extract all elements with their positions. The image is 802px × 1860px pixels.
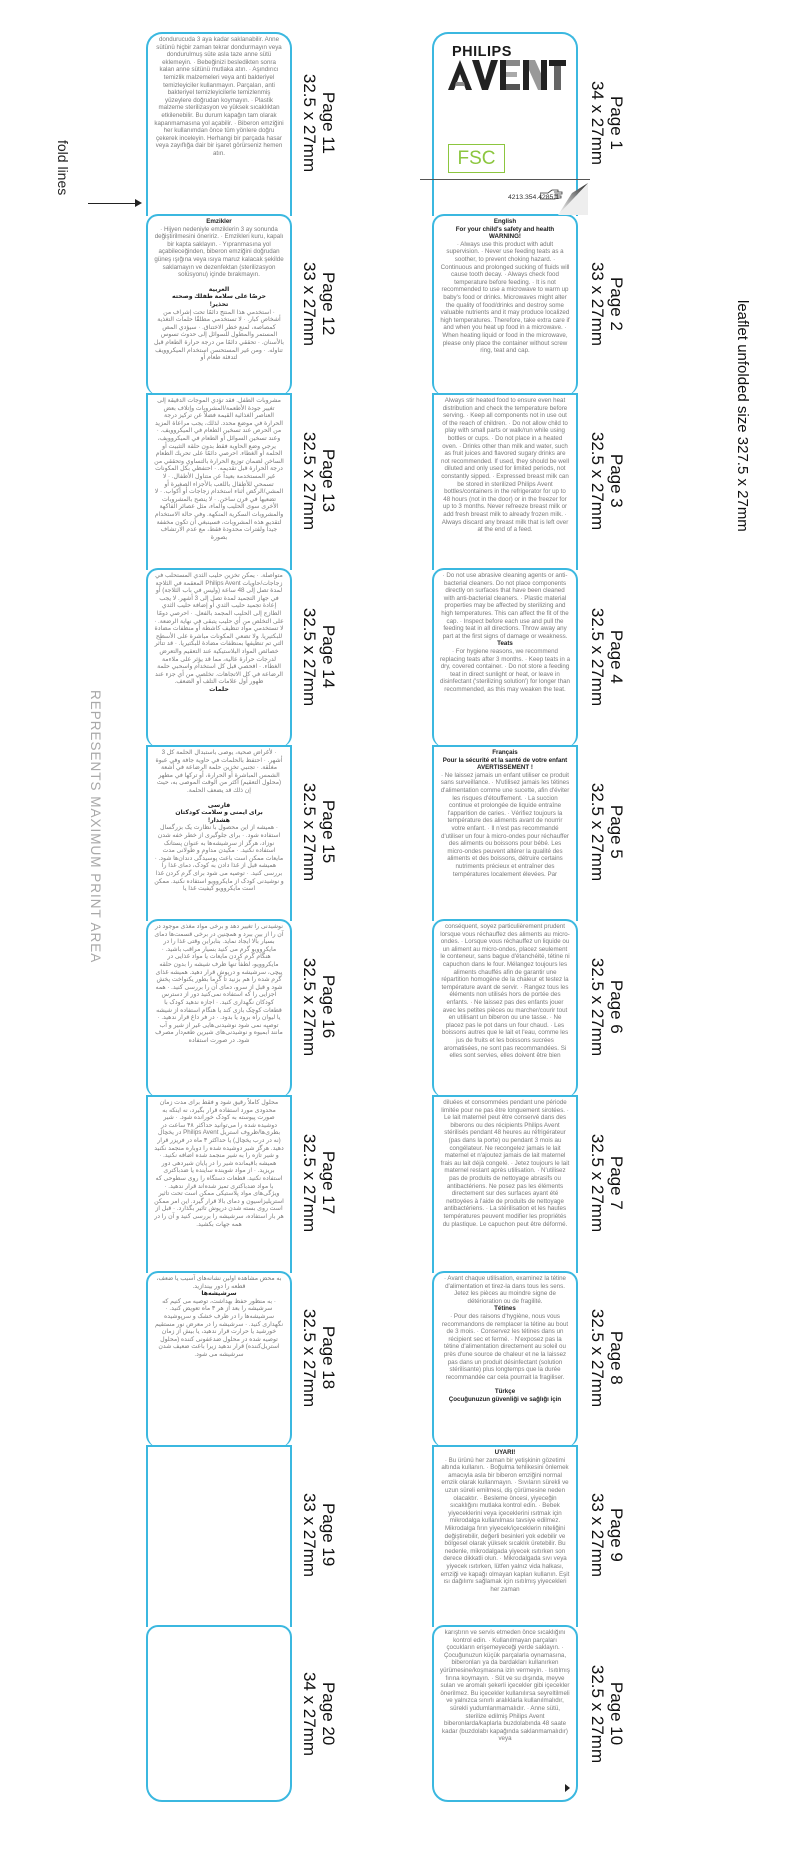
page-dimensions: 32.5 x 27mm [588, 782, 607, 882]
print-area-note: REPRESENTS MAXIMUM PRINT AREA [88, 690, 103, 964]
section-heading: Türkçe [494, 1388, 516, 1396]
page-peel-hand-icon [540, 181, 588, 220]
page-size-label [588, 1664, 626, 1762]
page-dimensions: 32.5 x 27mm [300, 431, 319, 530]
page-dimensions: 32.5 x 27mm [588, 957, 607, 1057]
leaflet-page-13 [146, 393, 292, 570]
page-text [434, 395, 576, 536]
warning-paragraph: · Always use this product with adult supervision. · Never use feeding teats as a soother, to prevent choking hazard. · Continuous and prolonged sucking of fluids will cause tooth decay. · Always check food temperature before feeding. · It is not recommended to use a microwave to warm up baby's food or drinks. Microwaves might alter the quality of food/drinks and destroy some valuable nutrients and it may produce localized high temperatures. Therefore, take extra care if and when you heat up food in a microwave. · When heating liquid or food in the microwave, please only place the container without screw ring, teat and cap. [440, 240, 570, 355]
section-heading: العربية [208, 285, 230, 293]
leaflet-page-20 [146, 1625, 292, 1802]
warning-paragraph: · Avant chaque utilisation, examinez la tétine d'alimentation et tirez-la dans tous les sens. Jetez les pièces au moindre signe de détérioration ou de fragilité. [444, 1275, 566, 1305]
page-dimensions: 32.5 x 27mm [588, 607, 607, 706]
section-heading: For your child's safety and health [455, 225, 555, 233]
cover-fold-line [420, 179, 590, 180]
leaflet-size-note: leaflet unfolded size 327.5 x 27mm [734, 300, 751, 532]
section-heading: سرشیشه‌ها [201, 1290, 237, 1298]
section-heading: حلمات [209, 685, 229, 693]
page-dimensions: 32.5 x 27mm [300, 73, 319, 173]
page-number: Page 7 [607, 1156, 626, 1210]
warning-paragraph: diluées et consommées pendant une période limitée pour ne pas être longuement sirotées. · Le lait maternel peut être conservé dans des biberons ou des récipients Philips Avent stérilisés pendant 48 heures au réfrigérateur (pas dans la porte) ou pendant 3 mois au congélateur. Ne recongelez jamais le lait maternel et n'ajoutez jamais de lait maternel frais au lait déjà congelé. · Jetez toujours le lait maternel restant après utilisation. · N'utilisez pas de produits de nettoyage abrasifs ou antibactériens. Ne posez pas les éléments directement sur des surfaces ayant été nettoyées à l'aide de produits de nettoyage antibactériens. · La stérilisation et les hautes températures peuvent modifier les propriétés du plastique. Le capuchon peut être déformé. [440, 1099, 570, 1228]
page-number: Page 18 [319, 1326, 338, 1390]
fold-arrow-icon [88, 203, 140, 204]
page-dimensions: 32.5 x 27mm [300, 1133, 319, 1233]
page-size-label [300, 958, 338, 1056]
product-code: 4213.354.4285.1 [507, 194, 559, 201]
warning-paragraph: conséquent, soyez particulièrement prudent lorsque vous réchauffez des aliments au micro-ondes. · Lorsque vous réchauffez un liquide ou un aliment au micro-ondes, placez seulement le conteneur, sans bague d'étanchéité, tétine ni capuchon dans le four. Mélangez toujours les aliments chauffés afin de garantir une répartition homogène de la chaleur et testez la température avant de servir. · Rangez tous les éléments non utilisés hors de portée des enfants. · Ne laissez pas des enfants jouer avec les petites pièces ou marcher/courir tout en utilisant un biberon ou une tasse. · Ne placez pas le pot dans un four chaud. · Les boissons autres que le lait et l'eau, comme les jus de fruits et les boissons sucrées aromatisées, ne sont pas recommandées. Si elles sont servies, elles doivent être bien [440, 923, 570, 1060]
warning-paragraph: مشروبات الطفل. فقد تؤدي الموجات الدقيقة إلى تغيير جودة الأطعمة/المشروبات وإتلاف بعض العناصر الغذائية القيمة فضلاً عن تركيز درجة الحرارة في موضع محدد. لذلك، يجب مراعاة المزيد من الحرص عند تسخين الطعام في الميكروويف. · وعند تسخين السوائل أو الطعام في الميكروويف، يرجى وضع الحاوية فقط بدون حلقة التثبيت أو الحلمة أو الغطاء. احرصي دائمًا على تحريك الطعام الساخن لضمان توزيع الحرارة بالتساوي وتحققي من درجة الحرارة قبل تقديمه. · احتفظي بكل المكونات غير المستخدمة بعيداً عن متناول الأطفال. · لا تسمحي للأطفال باللعب بالأجزاء الصغيرة أو المشي/الركض أثناء استخدام زجاجات أو أكواب. · لا تضعيها في فرن ساخن. · لا ينصح بالمشروبات الأخرى سوى الحليب والماء، مثل عصائر الفاكهة والمشروبات السكرية المنكهة. وفي حالة الاستخدام لتقديم هذه المشروبات، فسينبغي أن تكون مخففة جيداً ولفترات محدودة فقط، مع عدم الارتشاف بصورة [154, 397, 284, 541]
page-text [148, 1273, 290, 1361]
page-dimensions: 32.5 x 27mm [300, 1308, 319, 1408]
warning-paragraph: dondurucuda 3 aya kadar saklanabilir. Anne sütünü hiçbir zaman tekrar dondurmayın veya dondurulmuş süte asla taze anne sütü eklemeyin. · Bebeğinizi besledikten sonra kalan anne sütünü mutlaka atın. · Aşındırıcı temizlik malzemeleri veya anti bakteriyel temizleyiciler kullanmayın. Parçaları, anti bakteriyel temizleyicilerle temizlenmiş yüzeylere doğrudan koymayın. · Plastik malzeme sterilizasyon ve yüksek sıcaklıktan etkilenebilir. Bu durum kapağın tam olarak kapanmamasına yol açabilir. · Biberon emziğini her kullanımdan önce tüm yönlere doğru çekerek inceleyin. Herhangi bir parçada hasar veya zayıflığa dair bir işaret görürseniz hemen atın. [154, 36, 284, 157]
page-text [148, 747, 290, 895]
page-text [148, 1447, 290, 1451]
page-size-label [588, 607, 626, 705]
page-size-label [300, 1134, 338, 1232]
section-heading: Pour la sécurité et la santé de votre enfant [442, 756, 568, 764]
page-dimensions: 33 x 27mm [588, 1492, 607, 1578]
page-size-label [588, 783, 626, 881]
warning-paragraph: · به منظور حفظ بهداشت، توصیه می کنیم که سرشیشه را بعد از هر ۳ ماه تعویض کنید. · سرشیشه‌ها را در ظرف خشک و سرپوشیده نگهداری کنید. · سرشیشه را در معرض نور مستقیم خورشید یا حرارت قرار ندهید، یا بیش از زمان توصیه شده در محلول ضدعفونی کننده (محلول استریل‌کننده) قرار ندهید زیرا باعث ضعیف شدن سرشیشه می شود. [154, 1297, 284, 1358]
page-size-label [588, 1309, 626, 1407]
leaflet-page-6 [432, 919, 578, 1097]
leaflet-page-2 [432, 214, 578, 395]
page-text [434, 1627, 576, 1745]
page-text [434, 1097, 576, 1230]
page-size-label [588, 1493, 626, 1577]
page-dimensions: 32.5 x 27mm [588, 1133, 607, 1233]
page-dimensions: 32.5 x 27mm [300, 782, 319, 882]
section-heading: Emzikler [206, 218, 232, 225]
page-number: Page 16 [319, 975, 338, 1039]
leaflet-page-9 [432, 1445, 578, 1627]
warning-paragraph: · استخدمي هذا المنتج دائمًا تحت إشراف من أشخاص كبار. · لا تستخدمي مطلقًا حلمات التغذية كمصاصة، لمنع خطر الاختناق. · سيؤدي المص المستمر والمطول للسوائل إلى حدوث تسوس بالأسنان. · تحققي دائمًا من درجة حرارة الطعام قبل تناوله. · ومن غير المستحسن استخدام الميكروويف لتدفئة طعام أو [154, 308, 284, 362]
page-dimensions: 32.5 x 27mm [588, 1308, 607, 1408]
page-text [434, 570, 576, 696]
page-number: Page 2 [607, 276, 626, 331]
leaflet-page-8 [432, 1271, 578, 1447]
page-number: Page 12 [319, 271, 338, 336]
page-text [148, 1097, 290, 1230]
warning-paragraph: · همیشه از این محصول با نظارت یک بزرگسال استفاده شود. · برای جلوگیری از خطر خفه شدن نوزاد، هرگز از سرشیشه‌ها به عنوان پستانک استفاده نکنید. · مکیدن مداوم و طولانی مدت مایعات ممکن است باعث پوسیدگی دندان‌ها شود. · همیشه قبل از غذا دادن به کودک، دمای غذا را بررسی کنید. · توصیه می شود برای گرم کردن غذا و نوشیدنی کودک از مایکروویو استفاده نکنید. ممکن است مایکروویو کیفیت غذا یا [154, 824, 284, 893]
warning-paragraph: · Bu ürünü her zaman bir yetişkinin gözetimi altında kullanın. · Boğulma tehlikesini önlemek amacıyla asla bir biberon emziğini normal emzik olarak kullanmayın. · Sıvıların sürekli ve uzun süreli emilmesi, diş çürümesine neden olacaktır. · Besleme öncesi, yiyeceğin sıcaklığını mutlaka kontrol edin. · Bebek yiyeceklerini veya içeceklerini ısıtmak için mikrodalga kullanılması tavsiye edilmez. Mikrodalga fırın yiyecek/içeceklerin niteliğini değiştirebilir, değerli besinleri yok edebilir ve bölgesel olarak yüksek sıcaklık üretebilir. Bu nedenle, mikrodalgada yiyecek ısıtırken son derece dikkatli olun. · Mikrodalgada sıvı veya yiyecek ısıtırken, lütfen yalnız vida halkası, emziği ve kapağı olmayan kapları kullanın. Eşit ısı dağılımı sağlamak için ısıtılmış yiyecekleri her zaman [440, 1456, 570, 1593]
page-number: Page 4 [607, 629, 626, 684]
page-number: Page 6 [607, 980, 626, 1034]
warning-paragraph: karıştırın ve servis etmeden önce sıcaklığını kontrol edin. · Kullanılmayan parçaları çocukların erişemeyeceği yerde saklayın. · Çocuğunuzun küçük parçalarla oynamasına, biberonları ya da bardakları kullanırken yürümesine/koşmasına izin vermeyin. · Isıtılmış fırına koymayın. · Süt ve su dışında, meyve suları ve aromalı şekerli içecekler gibi içecekler önerilmez. Bu içecekler kullanılırsa seyreltilmeli ve yalnızca sınırlı aralıklarla kullanılmalıdır, sürekli yudumlanmamalıdır. · Anne sütü, sterilize edilmiş Philips Avent biberonlarda/kaplarla buzdolabında 48 saate kadar (buzdolabı kapağında saklanmamalıdır) veya [440, 1629, 570, 1743]
section-heading: برای ایمنی و سلامت کودکتان [175, 809, 263, 817]
section-heading: Çocuğunuzun güvenliği ve sağlığı için [448, 1395, 562, 1403]
page-size-label [588, 958, 626, 1056]
page-number: Page 20 [319, 1681, 338, 1746]
page-text [148, 395, 290, 543]
section-heading: فارسی [207, 801, 231, 809]
page-dimensions: 33 x 27mm [300, 261, 319, 346]
avent-logo [448, 58, 566, 97]
page-number: Page 17 [319, 1151, 338, 1215]
page-size-label [300, 1309, 338, 1407]
page-size-label [588, 431, 626, 529]
page-number: Page 1 [607, 96, 626, 150]
section-heading: هشدار! [208, 816, 230, 824]
leaflet-page-10 [432, 1625, 578, 1802]
page-number: Page 11 [319, 91, 338, 155]
page-text [434, 216, 576, 357]
page-dimensions: 34 x 27mm [588, 80, 607, 166]
warning-paragraph: · For hygiene reasons, we recommend replacing teats after 3 months. · Keep teats in a dry, covered container. · Do not store a feeding teat in direct sunlight or heat, or leave in disinfectant ('sterilizing solution') for longer than recommended, as this may weaken the teat. [440, 647, 571, 693]
page-number: Page 15 [319, 800, 338, 864]
warning-paragraph: متواصلة. · يمكن تخزين حليب الثدي المستحلب في زجاجات/حاويات Philips Avent المعقمة في الثلاجة لمدة تصل إلى 48 ساعة (وليس في باب الثلاجة) أو في جهاز التجميد لمدة تصل إلى 3 أشهر. لا يجب إعادة تجميد حليب الثدي أو إضافة حليب الثدي الطازج إلى الحليب المجمد بالفعل. · احرصي دومًا على التخلص من أي حليب يتبقى في نهاية الرضعة. · لا تستخدمي مواد تنظيف كاشطة أو منظفات مضادة للبكتيريا. ولا تضعي المكونات مباشرة على الأسطح التي تم تنظيفها بمنظفات مضادة للبكتيريا. · قد تتأثر خصائص المواد البلاستيكية عند التعقيم والتعرض لدرجات حرارة عالية، مما قد يؤثر على ملاءمة الغطاء. · افحصي قبل كل استخدام واسحبي حلمة الرضاعة في كل الاتجاهات. تخلصي من أي جزء عند ظهور أول علامات التلف أو الضعف. [154, 572, 284, 686]
section-heading: English [493, 218, 517, 225]
page-size-label [300, 783, 338, 881]
section-heading: Français [492, 749, 518, 756]
section-heading: AVERTISSEMENT ! [477, 764, 533, 772]
warning-paragraph: · لأغراض صحية، يوصى باستبدال الحلمة كل 3 أشهر. · احتفظ بالحلمات في حاوية جافة وفي عبوة مغلقة. · تجنبي تخزين حلمة الرضاعة في أشعة الشمس المباشرة أو الحرارة، أو تركها في مطهر (محلول التعقيم) أكثر من الوقت الموصى به، حيث إن ذلك قد يضعف الحلمة. [155, 749, 283, 794]
page-dimensions: 32.5 x 27mm [300, 957, 319, 1057]
page-size-label [300, 431, 338, 529]
page-text [148, 921, 290, 1047]
page-number: Page 5 [607, 805, 626, 859]
warning-paragraph: به محض مشاهده اولین نشانه‌های آسیب یا ضعف، قطعه را دور بیندازید. [156, 1275, 282, 1290]
page-dimensions: 33 x 27mm [588, 261, 607, 346]
continue-arrow-icon [565, 1784, 570, 1792]
fold-lines-label: fold lines [55, 140, 71, 196]
page-number: Page 3 [607, 453, 626, 508]
section-heading: حرصًا على سلامة طفلك وصحته [172, 293, 266, 301]
page-dimensions: 33 x 27mm [300, 1492, 319, 1578]
page-text [148, 570, 290, 696]
warning-paragraph: · Do not use abrasive cleaning agents or anti-bacterial cleaners. Do not place components directly on surfaces that have been cleaned with anti-bacterial cleaners. · Plastic material properties may be affected by sterilizing and high temperatures. This can affect the fit of the cap. · Inspect before each use and pull the feeding teat in all directions. Throw away any part at the first signs of damage or weakness. [441, 572, 569, 640]
page-text [434, 747, 576, 880]
page-dimensions: 32.5 x 27mm [588, 1664, 607, 1763]
page-size-label [588, 81, 626, 165]
page-number: Page 10 [607, 1681, 626, 1746]
page-size-label [300, 1493, 338, 1577]
warning-paragraph: Always stir heated food to ensure even heat distribution and check the temperature before serving. · Keep all components not in use out of the reach of children. · Do not allow child to play with small parts or walk/run while using bottles or cups. · Do not place in a heated oven. · Drinks other than milk and water, such as fruit juices and flavored sugary drinks are not recommended. If used, they should be well diluted and only used for limited periods, not constantly sipped. · Expressed breast milk can be stored in sterilized Philips Avent bottles/containers in the refrigerator for up to 48 hours (not in the door) or in the freezer for up to 3 months. Never refreeze breast milk or add fresh breast milk to already frozen milk. · Always discard any breast milk that is left over at the end of a feed. [441, 397, 569, 534]
page-size-label [300, 1671, 338, 1755]
leaflet-page-18 [146, 1271, 292, 1447]
page-text [148, 1627, 290, 1631]
leaflet-page-14 [146, 568, 292, 747]
leaflet-page-5 [432, 745, 578, 921]
leaflet-page-15 [146, 745, 292, 921]
leaflet-page-12 [146, 214, 292, 395]
section-heading: WARNING! [489, 233, 521, 241]
leaflet-page-16 [146, 919, 292, 1097]
page-size-label [300, 607, 338, 705]
fsc-logo: FSC [448, 144, 505, 173]
page-number: Page 8 [607, 1331, 626, 1385]
page-text [148, 216, 290, 364]
page-size-label [588, 261, 626, 345]
section-heading: Teats [497, 640, 513, 648]
section-heading: UYARI! [494, 1449, 516, 1456]
section-heading: تحذير! [209, 300, 229, 308]
philips-brand: PHILIPS [452, 44, 512, 60]
leaflet-page-19 [146, 1445, 292, 1627]
leaflet-page-4 [432, 568, 578, 747]
page-size-label [300, 261, 338, 345]
warning-paragraph: نوشیدنی را تغییر دهد و برخی مواد مغذی موجود در آن را از بین ببرد و همچنین در برخی قسمت‌ها دمای بسیار بالا ایجاد نماید. بنابراین وقتی غذا را در مایکروویو گرم می کنید بسیار مراقب باشید. · هنگام گرم کردن مایعات یا مواد غذایی در مایکروویو، لطفاً تنها ظرف شیشه را بدون حلقه پیچی، سرشیشه و درپوش قرار دهید. همیشه غذای گرم شده را هم بزنید تا گرما بطور یکنواخت پخش شود و قبل از سرو، دمای آن را بررسی کنید. · همه اجزایی را که استفاده نمی‌کنید دور از دسترس کودکان نگهداری کنید. · اجازه ندهید کودک با قطعات کوچک بازی کند یا هنگام استفاده از شیشه یا لیوان راه برود یا بدود. · در فر داغ قرار ندهید. · توصیه نمی شود نوشیدنی‌هایی غیر از شیر و آب مانند آبمیوه و نوشیدنی‌های شیرین طعم‌دار مصرف شود. در صورت استفاده [154, 923, 284, 1044]
leaflet-page-17 [146, 1095, 292, 1273]
page-size-label [300, 74, 338, 172]
page-number: Page 13 [319, 448, 338, 513]
leaflet-page-11 [146, 32, 292, 216]
warning-paragraph: · Pour des raisons d'hygiène, nous vous recommandons de remplacer la tétine au bout de 3 mois. · Conservez les tétines dans un récipient sec et fermé. · N'exposez pas la tétine d'alimentation directement au soleil ou près d'une source de chaleur et ne la laissez pas dans un produit désinfectant (solution stérilisante) plus longtemps que la durée recommandée car cela pourrait la fragiliser. [441, 1312, 569, 1381]
page-number: Page 19 [319, 1503, 338, 1567]
warning-paragraph: · Hijyen nedeniyle emziklerin 3 ay sonunda değiştirilmesini öneririz. · Emzikleri kuru, kapalı bir kapta saklayın. · Yıpranmasına yol açabileceğinden, biberon emziğini doğrudan güneş ışığına veya ısıya maruz kalacak şekilde saklamayın ve dezenfektan (sterilizasyon solüsyonu) içinde bırakmayın. [154, 225, 284, 279]
page-size-label [588, 1134, 626, 1232]
page-text [434, 921, 576, 1062]
leaflet-page-3 [432, 393, 578, 570]
warning-paragraph: محلول کاملاً رقیق شود و فقط برای مدت زمان محدودی مورد استفاده قرار بگیرد، نه اینکه به صورت پیوسته به کودک خورانده شود. · شیر دوشیده شده را می‌توانید حداکثر ۴۸ ساعت در بطری‌ها/ظروف استریل Philips Avent در یخچال (نه در درب یخچال) یا حداکثر ۳ ماه در فریزر قرار دهید. هرگز شیر دوشیده شده را دوباره منجمد نکنید و شیر تازه را به شیر منجمد شده اضافه نکنید. · همیشه باقیمانده شیر را در پایان شیردهی دور بریزید. · از مواد شوینده ساینده یا ضدباکتری استفاده نکنید. قطعات دستگاه را روی سطوحی که با مواد ضدباکتری تمیز شده‌اند قرار ندهید. · ویژگی‌های مواد پلاستیکی ممکن است تحت تاثیر استریلیزاسیون و دمای بالا قرار گیرد. این امر ممکن است روی بسته شدن درپوش تاثیر بگذارد. · قبل از هر بار استفاده، سرشیشه را بررسی کنید و آن را در همه جهات بکشید. [154, 1099, 284, 1228]
warning-paragraph: · Ne laissez jamais un enfant utiliser ce produit sans surveillance. · N'utilisez jamais les tétines d'alimentation comme une sucette, afin d'éviter les risques d'étouffement. · La succion continue et prolongée de liquide entraîne l'apparition de caries. · Vérifiez toujours la température des aliments avant de nourrir votre enfant. · Il n'est pas recommandé d'utiliser un four à micro-ondes pour réchauffer des aliments ou boissons pour bébé. Les micro-ondes peuvent altérer la qualité des aliments et des boissons, détruire certains nutriments précieux et entraîner des températures localement élevées. Par [440, 771, 570, 878]
page-text [434, 1447, 576, 1595]
page-number: Page 9 [607, 1508, 626, 1562]
section-heading: Tétines [494, 1305, 516, 1313]
page-number: Page 14 [319, 624, 338, 689]
leaflet-page-7 [432, 1095, 578, 1273]
page-text [148, 34, 290, 160]
page-dimensions: 32.5 x 27mm [588, 431, 607, 530]
page-text [434, 1273, 576, 1406]
page-dimensions: 32.5 x 27mm [300, 607, 319, 706]
page-dimensions: 34 x 27mm [300, 1671, 319, 1756]
